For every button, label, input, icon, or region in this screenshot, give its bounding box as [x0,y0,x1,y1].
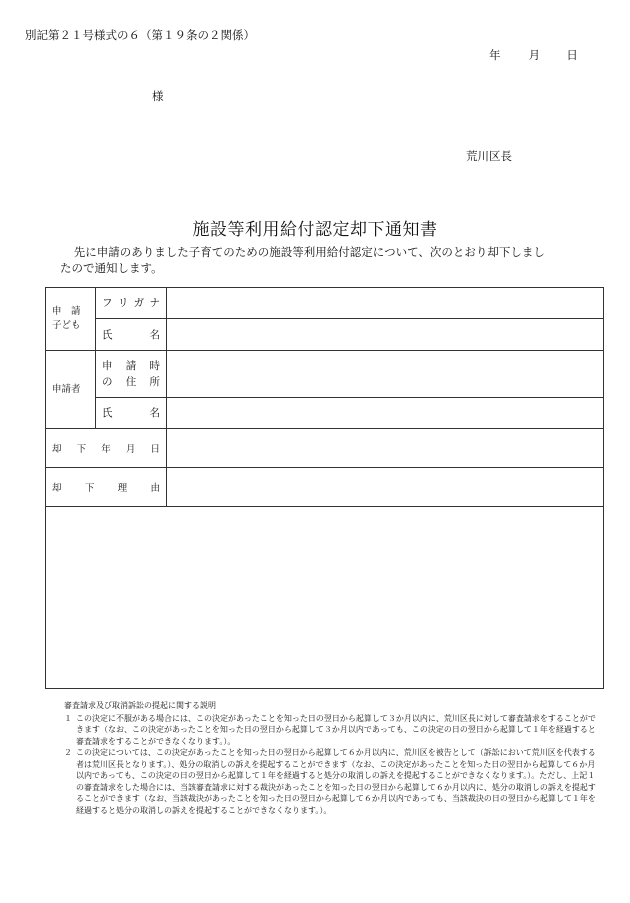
notes-title: 審査請求及び取消訴訟の提起に関する説明 [64,701,216,710]
rejection-date-field[interactable] [167,429,604,468]
addressee-suffix: 様 [152,89,164,103]
applicant-name-label: 氏 名 [96,398,167,429]
issuer: 荒川区長 [466,149,512,163]
applicant-group-label: 申請者 [46,351,96,429]
applicant-address-field[interactable] [167,351,604,398]
note-item: １ この決定に不服がある場合には、この決定があったことを知った日の翌日から起算して３か月以内に、荒川区長に対して審査請求をすることができます（なお、この決定があったことを知った日の翌日から起算して３か月以内であっても、この決定の日の翌日から起算して１年を経過すると審査請求をすることができなくなります。）。 [64,713,596,746]
date-month: 月 [528,48,541,62]
child-furigana-field[interactable] [167,288,604,319]
rejection-reason-label: 却 下 理 由 [46,468,167,507]
child-name-field[interactable] [167,319,604,351]
appeal-notes [64,700,598,816]
document-title: 施設等利用給付認定却下通知書 [192,220,438,240]
child-group-label: 申 請 子ども [46,288,96,351]
date-line [489,47,578,63]
rejection-reason-detail-area[interactable] [46,507,604,689]
rejection-reason-field[interactable] [167,468,604,507]
form-table [45,287,604,689]
date-day: 日 [566,48,578,62]
child-name-label: 氏 名 [96,319,167,351]
furigana-label: フ リ ガ ナ [96,288,167,319]
applicant-name-field[interactable] [167,398,604,429]
date-year: 年 [489,48,501,62]
address-label: 申 請 時 の 住 所 [96,351,167,398]
form-code: 別記第２１号様式の６（第１９条の２関係） [25,28,255,42]
body-text: 先に申請のありました子育てのための施設等利用給付認定について、次のとおり却下しましたので通知します。 [60,245,545,275]
rejection-date-label: 却 下 年 月 日 [46,429,167,468]
note-item: ２ この決定については、この決定があったことを知った日の翌日から起算して６か月以内に、荒川区を被告として（訴訟において荒川区を代表する者は荒川区長となります。）、処分の取消しの訴えを提起することができます（なお、この決定があったことを知った日の翌日から起算して６か月以内であっても、この決定の日の翌日から起算して１年を経過すると処分の取消しの訴えを提起することができなくなります。）。ただし、上記１の審査請求をした場合には、当該審査請求に対する裁決があったことを知った日の翌日から起算して６か月以内に、処分の取消しの訴えを提起することができます（なお、当該裁決があったことを知った日の翌日から起算して６か月以内であっても、当該裁決の日の翌日から起算して１年を経過すると処分の取消しの訴えを提起することができなくなります。）。 [64,748,596,815]
